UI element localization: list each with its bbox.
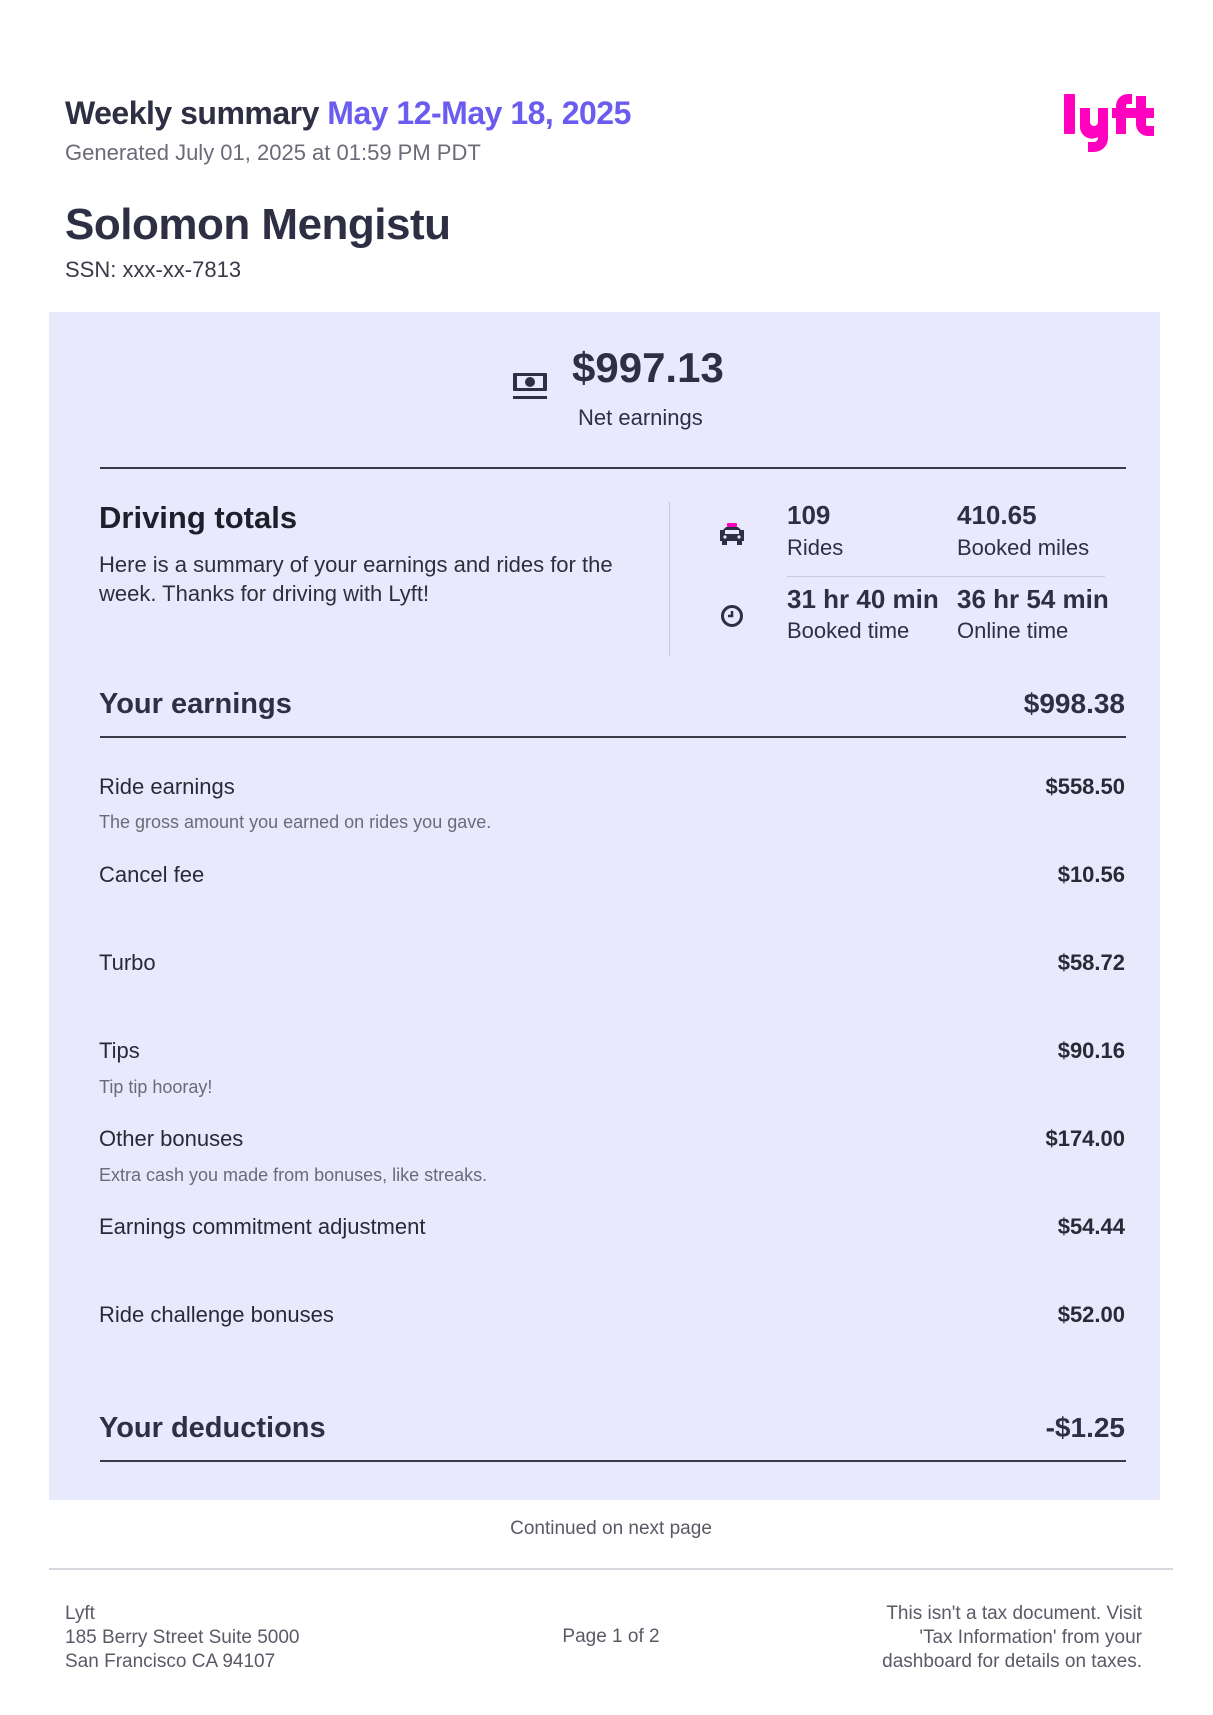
earning-item-description: Extra cash you made from bonuses, like streaks. bbox=[99, 1165, 488, 1185]
driving-totals-title: Driving totals bbox=[99, 500, 298, 535]
stats-divider bbox=[787, 576, 1105, 577]
driver-ssn: SSN: xxx-xx-7813 bbox=[65, 257, 242, 282]
summary-header bbox=[65, 95, 1165, 132]
online-time-label: Online time bbox=[957, 618, 1069, 643]
earning-item-label: Tips bbox=[99, 1038, 140, 1063]
summary-title-prefix: Weekly summary bbox=[65, 95, 319, 131]
clock-icon bbox=[720, 604, 744, 628]
earning-item-description: The gross amount you earned on rides you gave. bbox=[99, 812, 492, 832]
driving-totals-description: Here is a summary of your earnings and rides for the week. Thanks for driving with Lyft! bbox=[99, 552, 613, 606]
net-earnings-amount: $997.13 bbox=[572, 344, 724, 391]
generated-timestamp: Generated July 01, 2025 at 01:59 PM PDT bbox=[65, 140, 481, 165]
earning-item-label: Earnings commitment adjustment bbox=[99, 1214, 426, 1239]
driver-name: Solomon Mengistu bbox=[65, 200, 451, 249]
earning-item-label: Ride earnings bbox=[99, 774, 235, 799]
tax-disclaimer bbox=[822, 1602, 1142, 1674]
deductions-title: Your deductions bbox=[99, 1412, 326, 1444]
booked-miles-label: Booked miles bbox=[957, 535, 1090, 560]
earning-item-label: Cancel fee bbox=[99, 862, 205, 887]
earnings-total: $998.38 bbox=[1023, 688, 1125, 719]
rides-label: Rides bbox=[787, 535, 844, 560]
disclaimer-line-3: dashboard for details on taxes. bbox=[882, 1651, 1142, 1672]
booked-time-value: 31 hr 40 min bbox=[787, 584, 939, 614]
page-number: Page 1 of 2 bbox=[562, 1626, 660, 1647]
company-name: Lyft bbox=[65, 1603, 95, 1624]
continued-note: Continued on next page bbox=[510, 1518, 712, 1539]
earning-item-amount: $10.56 bbox=[1057, 862, 1125, 887]
car-icon bbox=[718, 522, 746, 546]
booked-time-label: Booked time bbox=[787, 618, 910, 643]
disclaimer-line-2: 'Tax Information' from your bbox=[919, 1627, 1142, 1648]
footer-divider bbox=[49, 1568, 1173, 1570]
earning-item-amount: $90.16 bbox=[1057, 1038, 1125, 1063]
disclaimer-line-1: This isn't a tax document. Visit bbox=[886, 1603, 1142, 1624]
rides-value: 109 bbox=[787, 500, 831, 530]
deductions-total: -$1.25 bbox=[1045, 1412, 1125, 1443]
divider bbox=[100, 467, 1126, 469]
earning-item-amount: $52.00 bbox=[1057, 1302, 1125, 1327]
earning-item-label: Turbo bbox=[99, 950, 156, 975]
earnings-title: Your earnings bbox=[99, 688, 292, 720]
earning-item-amount: $174.00 bbox=[1045, 1126, 1125, 1151]
lyft-logo bbox=[1062, 88, 1158, 154]
earning-item-amount: $558.50 bbox=[1045, 774, 1125, 799]
address-line-2: San Francisco CA 94107 bbox=[65, 1651, 276, 1672]
earning-item-amount: $54.44 bbox=[1057, 1214, 1125, 1239]
earning-item-label: Ride challenge bonuses bbox=[99, 1302, 334, 1327]
address-line-1: 185 Berry Street Suite 5000 bbox=[65, 1627, 300, 1648]
divider bbox=[100, 736, 1126, 738]
vertical-divider bbox=[669, 502, 670, 656]
net-earnings-label: Net earnings bbox=[578, 405, 703, 430]
booked-miles-value: 410.65 bbox=[957, 500, 1037, 530]
date-range: May 12-May 18, 2025 bbox=[327, 95, 631, 131]
earning-item-description: Tip tip hooray! bbox=[99, 1077, 213, 1097]
earning-item-amount: $58.72 bbox=[1057, 950, 1125, 975]
summary-title bbox=[65, 95, 631, 131]
online-time-value: 36 hr 54 min bbox=[957, 584, 1109, 614]
earning-item-label: Other bonuses bbox=[99, 1126, 244, 1151]
cash-icon bbox=[512, 372, 548, 402]
divider bbox=[100, 1460, 1126, 1462]
